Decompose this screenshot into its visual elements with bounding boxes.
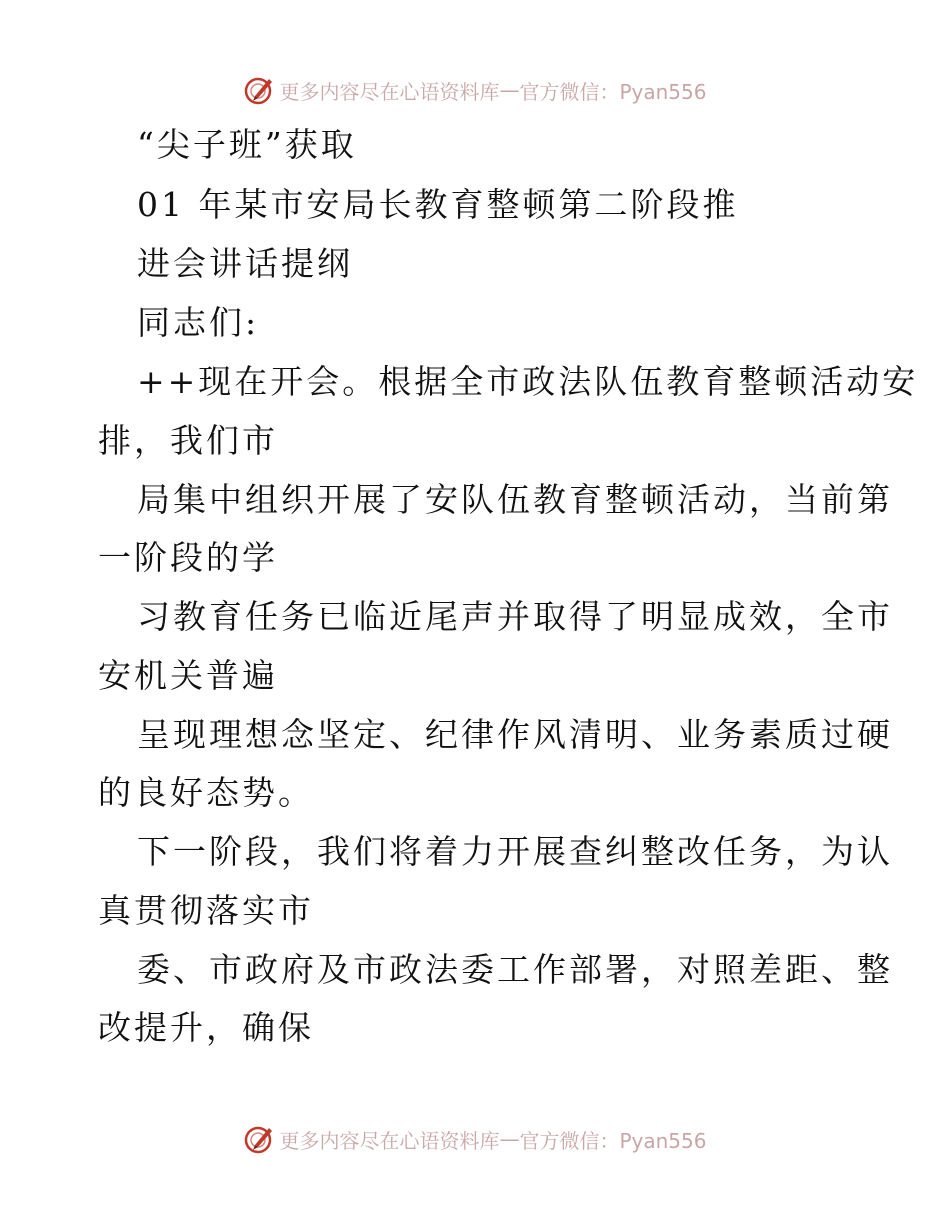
paragraph-line: ++现在开会。根据全市政法队伍教育整顿活动安	[137, 362, 919, 401]
document-title-line: “尖子班”获取	[137, 125, 357, 164]
watermark-separator: —	[499, 1127, 520, 1151]
salutation-line: 同志们:	[137, 303, 260, 342]
paragraph-line: 真贯彻落实市	[98, 891, 314, 930]
paragraph-line: 下一阶段，我们将着力开展查纠整改任务，为认	[137, 832, 893, 871]
brush-pen-logo-icon	[243, 74, 275, 106]
watermark-wechat: 官方微信：Pyan556	[519, 79, 707, 104]
paragraph-line: 呈现理想念坚定、纪律作风清明、业务素质过硬	[137, 715, 893, 754]
paragraph-line: 一阶段的学	[98, 538, 278, 577]
paragraph-line: 的良好态势。	[98, 773, 314, 812]
paragraph-line: 排，我们市	[98, 421, 278, 460]
document-title-line: 01 年某市安局长教育整顿第二阶段推	[137, 185, 739, 224]
document-title-line: 进会讲话提纲	[137, 244, 353, 283]
paragraph-line: 局集中组织开展了安队伍教育整顿活动，当前第	[137, 480, 893, 519]
paragraph-line: 安机关普遍	[98, 656, 278, 695]
watermark-separator: —	[499, 78, 520, 102]
watermark-wechat: 官方微信：Pyan556	[519, 1128, 707, 1153]
brush-pen-logo-icon	[243, 1123, 275, 1155]
footer-watermark	[0, 1119, 950, 1159]
paragraph-line: 委、市政府及市政法委工作部署，对照差距、整	[137, 950, 893, 989]
paragraph-line: 习教育任务已临近尾声并取得了明显成效，全市	[137, 597, 893, 636]
header-watermark	[0, 70, 950, 110]
watermark-brand: 更多内容尽在心语资料库	[279, 1128, 500, 1153]
paragraph-line: 改提升，确保	[98, 1008, 314, 1047]
watermark-brand: 更多内容尽在心语资料库	[279, 79, 500, 104]
